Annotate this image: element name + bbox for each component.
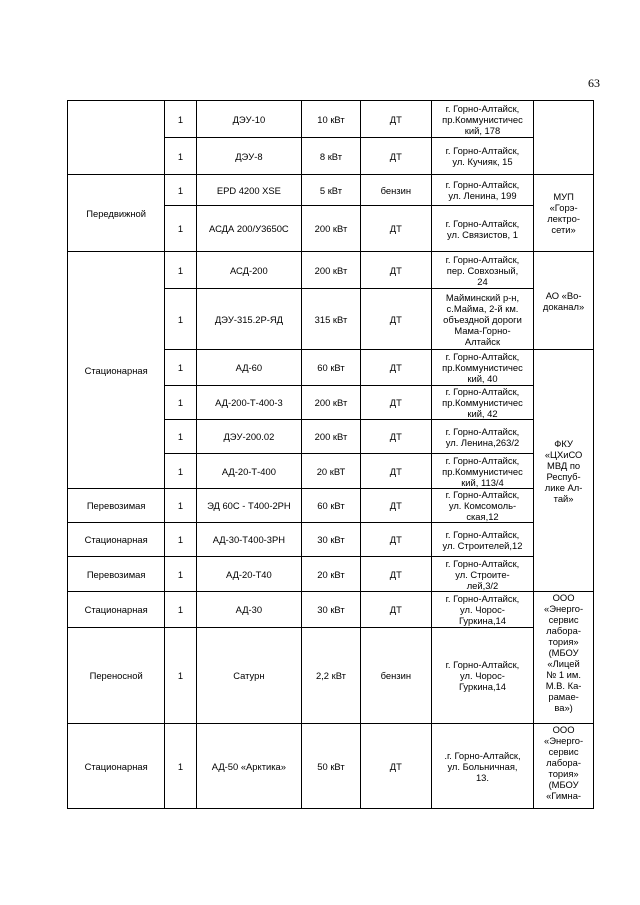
power-cell: 60 кВт: [302, 350, 361, 386]
fuel-cell: ДТ: [360, 138, 431, 175]
model-cell: ДЭУ-200.02: [196, 420, 301, 454]
model-cell: АД-50 «Арктика»: [196, 724, 301, 809]
table-row: [68, 252, 594, 289]
type-cell: Перевозимая: [68, 557, 165, 592]
count-cell: 1: [165, 592, 196, 628]
fuel-cell: бензин: [360, 628, 431, 724]
table-row: [68, 523, 594, 557]
type-cell: Стационарная: [68, 724, 165, 809]
generators-table: [67, 100, 594, 809]
fuel-cell: ДТ: [360, 386, 431, 420]
power-cell: 200 кВт: [302, 386, 361, 420]
fuel-cell: бензин: [360, 175, 431, 206]
count-cell: 1: [165, 489, 196, 523]
address-cell: г. Горно-Алтайск, ул. Чорос- Гуркина,14: [431, 628, 533, 724]
model-cell: АД-30-Т400-3РН: [196, 523, 301, 557]
fuel-cell: ДТ: [360, 724, 431, 809]
model-cell: АД-60: [196, 350, 301, 386]
table-row: [68, 175, 594, 206]
type-cell: Перевозимая: [68, 489, 165, 523]
count-cell: 1: [165, 252, 196, 289]
count-cell: 1: [165, 523, 196, 557]
fuel-cell: ДТ: [360, 289, 431, 350]
model-cell: ДЭУ-10: [196, 101, 301, 138]
table-row: [68, 724, 594, 809]
type-cell: Передвижной: [68, 175, 165, 252]
fuel-cell: ДТ: [360, 489, 431, 523]
power-cell: 30 кВт: [302, 523, 361, 557]
address-cell: .г. Горно-Алтайск, ул. Больничная, 13.: [431, 724, 533, 809]
owner-cell: МУП «Горэ- лектро- сети»: [534, 175, 594, 252]
address-cell: г. Горно-Алтайск, пр.Коммунистичес кий, 42: [431, 386, 533, 420]
count-cell: 1: [165, 724, 196, 809]
count-cell: 1: [165, 386, 196, 420]
count-cell: 1: [165, 289, 196, 350]
address-cell: г. Горно-Алтайск, ул. Связистов, 1: [431, 206, 533, 252]
table-row: [68, 489, 594, 523]
model-cell: АД-30: [196, 592, 301, 628]
address-cell: г. Горно-Алтайск, ул. Комсомоль- ская,12: [431, 489, 533, 523]
model-cell: АСДА 200/У3650С: [196, 206, 301, 252]
owner-cell: [534, 101, 594, 175]
count-cell: 1: [165, 101, 196, 138]
page-number: 63: [588, 76, 600, 90]
power-cell: 315 кВт: [302, 289, 361, 350]
table-row: [68, 557, 594, 592]
address-cell: г. Горно-Алтайск, ул. Ленина,263/2: [431, 420, 533, 454]
model-cell: АД-20-Т40: [196, 557, 301, 592]
address-cell: г. Горно-Алтайск, пр.Коммунистичес кий, 178: [431, 101, 533, 138]
address-cell: г. Горно-Алтайск, ул. Чорос- Гуркина,14: [431, 592, 533, 628]
type-cell: Стационарная: [68, 523, 165, 557]
fuel-cell: ДТ: [360, 101, 431, 138]
count-cell: 1: [165, 628, 196, 724]
model-cell: ЭД 60С - Т400-2РН: [196, 489, 301, 523]
count-cell: 1: [165, 420, 196, 454]
model-cell: АД-200-Т-400-3: [196, 386, 301, 420]
power-cell: 8 кВт: [302, 138, 361, 175]
fuel-cell: ДТ: [360, 592, 431, 628]
model-cell: EPD 4200 XSE: [196, 175, 301, 206]
table-row: [68, 101, 594, 138]
power-cell: 2,2 кВт: [302, 628, 361, 724]
fuel-cell: ДТ: [360, 252, 431, 289]
power-cell: 5 кВт: [302, 175, 361, 206]
power-cell: 50 кВт: [302, 724, 361, 809]
count-cell: 1: [165, 175, 196, 206]
type-cell: Стационарная: [68, 252, 165, 489]
owner-cell: АО «Во- доканал»: [534, 252, 594, 350]
owner-cell: ФКУ «ЦХиСО МВД по Респуб- лике Ал- тай»: [534, 350, 594, 592]
type-cell: [68, 101, 165, 175]
table-row: [68, 628, 594, 724]
fuel-cell: ДТ: [360, 206, 431, 252]
model-cell: ДЭУ-315.2Р-ЯД: [196, 289, 301, 350]
fuel-cell: ДТ: [360, 523, 431, 557]
count-cell: 1: [165, 350, 196, 386]
power-cell: 200 кВт: [302, 206, 361, 252]
power-cell: 30 кВт: [302, 592, 361, 628]
power-cell: 60 кВт: [302, 489, 361, 523]
address-cell: Майминский р-н, с.Майма, 2-й км. объездной дороги Мама-Горно- Алтайск: [431, 289, 533, 350]
count-cell: 1: [165, 454, 196, 489]
power-cell: 10 кВт: [302, 101, 361, 138]
model-cell: АД-20-Т-400: [196, 454, 301, 489]
count-cell: 1: [165, 138, 196, 175]
address-cell: г. Горно-Алтайск, ул. Ленина, 199: [431, 175, 533, 206]
fuel-cell: ДТ: [360, 350, 431, 386]
model-cell: АСД-200: [196, 252, 301, 289]
power-cell: 20 кВТ: [302, 454, 361, 489]
count-cell: 1: [165, 557, 196, 592]
fuel-cell: ДТ: [360, 557, 431, 592]
table-row: [68, 592, 594, 628]
address-cell: г. Горно-Алтайск, пр.Коммунистичес кий, 113/4: [431, 454, 533, 489]
address-cell: г. Горно-Алтайск, ул. Строите- лей,3/2: [431, 557, 533, 592]
count-cell: 1: [165, 206, 196, 252]
power-cell: 200 кВт: [302, 420, 361, 454]
owner-cell: ООО «Энерго- сервис лабора- тория» (МБОУ «Гимна-: [534, 724, 594, 809]
fuel-cell: ДТ: [360, 420, 431, 454]
address-cell: г. Горно-Алтайск, ул. Строителей,12: [431, 523, 533, 557]
address-cell: г. Горно-Алтайск, пер. Совхозный, 24: [431, 252, 533, 289]
address-cell: г. Горно-Алтайск, пр.Коммунистичес кий, 40: [431, 350, 533, 386]
type-cell: Переносной: [68, 628, 165, 724]
power-cell: 20 кВт: [302, 557, 361, 592]
fuel-cell: ДТ: [360, 454, 431, 489]
owner-cell: ООО «Энерго- сервис лабора- тория» (МБОУ «Лицей № 1 им. М.В. Ка- рамае- ва»): [534, 592, 594, 724]
model-cell: ДЭУ-8: [196, 138, 301, 175]
model-cell: Сатурн: [196, 628, 301, 724]
type-cell: Стационарная: [68, 592, 165, 628]
power-cell: 200 кВт: [302, 252, 361, 289]
address-cell: г. Горно-Алтайск, ул. Кучияк, 15: [431, 138, 533, 175]
